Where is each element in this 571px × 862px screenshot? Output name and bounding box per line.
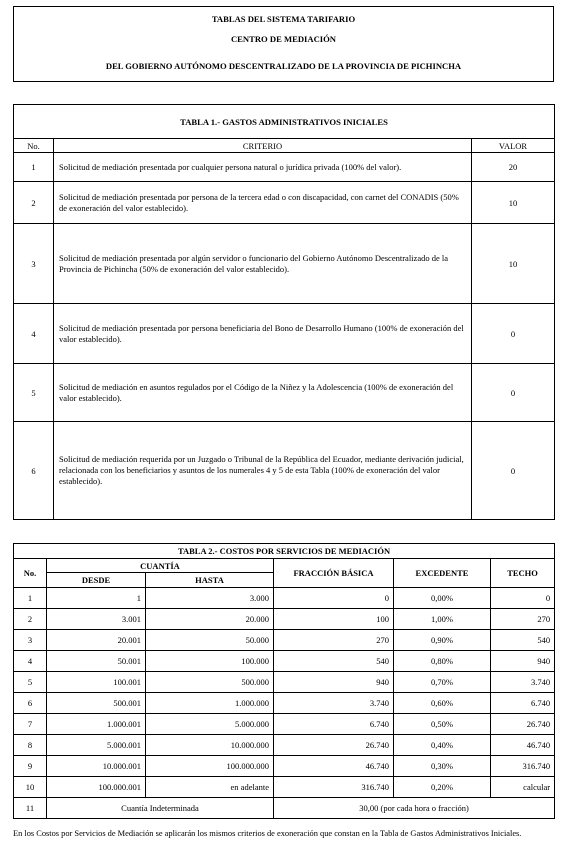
table-row (14, 777, 555, 798)
row-cuantia-indeterminada: Cuantía Indeterminada (47, 798, 274, 819)
row-techo: 540 (491, 630, 555, 651)
row-valor: 20 (472, 153, 555, 182)
row-excedente: 0,60% (394, 693, 491, 714)
table2-header-fraccion: FRACCIÓN BÁSICA (274, 559, 394, 588)
row-desde: 3.001 (47, 609, 146, 630)
row-number: 4 (14, 651, 47, 672)
row-hasta: 100.000 (146, 651, 274, 672)
row-fraccion: 26.740 (274, 735, 394, 756)
row-hasta: 5.000.000 (146, 714, 274, 735)
table-row (14, 182, 555, 224)
table-row (14, 693, 555, 714)
row-fraccion: 6.740 (274, 714, 394, 735)
table1-header-criterio: CRITERIO (54, 139, 472, 153)
row-desde: 100.000.001 (47, 777, 146, 798)
table2-header-cuantia: CUANTÍA (47, 559, 274, 573)
row-excedente: 0,30% (394, 756, 491, 777)
row-number: 10 (14, 777, 47, 798)
row-fraccion: 940 (274, 672, 394, 693)
row-number: 1 (14, 588, 47, 609)
row-number: 2 (14, 182, 54, 224)
row-excedente: 0,50% (394, 714, 491, 735)
row-valor: 10 (472, 182, 555, 224)
table2-header-no: No. (14, 559, 47, 588)
table-row (14, 153, 555, 182)
row-number: 5 (14, 364, 54, 422)
table-row (14, 672, 555, 693)
row-valor: 0 (472, 422, 555, 520)
row-excedente: 0,80% (394, 651, 491, 672)
row-hasta: 500.000 (146, 672, 274, 693)
table1-header-no: No. (14, 139, 54, 153)
header-line-3: DEL GOBIERNO AUTÓNOMO DESCENTRALIZADO DE LA PROVINCIA DE PICHINCHA (105, 61, 462, 71)
row-hasta: 50.000 (146, 630, 274, 651)
table-row (14, 364, 555, 422)
row-desde: 50.001 (47, 651, 146, 672)
table-row (14, 422, 555, 520)
row-hasta: 3.000 (146, 588, 274, 609)
row-fraccion: 3.740 (274, 693, 394, 714)
row-fraccion: 270 (274, 630, 394, 651)
row-excedente: 0,40% (394, 735, 491, 756)
table-row (14, 651, 555, 672)
row-desde: 1 (47, 588, 146, 609)
row-fraccion: 540 (274, 651, 394, 672)
row-techo: 46.740 (491, 735, 555, 756)
row-hasta: en adelante (146, 777, 274, 798)
row-valor: 10 (472, 224, 555, 304)
row-hasta: 10.000.000 (146, 735, 274, 756)
row-fraccion: 316.740 (274, 777, 394, 798)
footnote: En los Costos por Servicios de Mediación se aplicarán los mismos criterios de exoneración que constan en la Tabla de Gastos Administrativos Iniciales. (13, 829, 522, 838)
row-techo: 270 (491, 609, 555, 630)
row-fraccion: 0 (274, 588, 394, 609)
row-excedente: 0,70% (394, 672, 491, 693)
table-row (14, 714, 555, 735)
table2-header-techo: TECHO (491, 559, 555, 588)
row-desde: 10.000.001 (47, 756, 146, 777)
table-row (14, 735, 555, 756)
row-hasta: 1.000.000 (146, 693, 274, 714)
row-hasta: 100.000.000 (146, 756, 274, 777)
table-row (14, 630, 555, 651)
row-cuantia-indeterminada-value: 30,00 (por cada hora o fracción) (274, 798, 555, 819)
row-fraccion: 46.740 (274, 756, 394, 777)
row-techo: 6.740 (491, 693, 555, 714)
table-row (14, 588, 555, 609)
table-row (14, 798, 555, 819)
row-number: 5 (14, 672, 47, 693)
row-number: 8 (14, 735, 47, 756)
header-line-1: TABLAS DEL SISTEMA TARIFARIO (211, 14, 356, 24)
row-fraccion: 100 (274, 609, 394, 630)
row-criterio: Solicitud de mediación presentada por algún servidor o funcionario del Gobierno Autónomo Descentralizado de la Provincia de Pichincha (50% de exoneración del valor establecido). (54, 224, 472, 304)
row-desde: 100.001 (47, 672, 146, 693)
table-gastos-administrativos (13, 104, 555, 520)
row-techo: 316.740 (491, 756, 555, 777)
table-costos-mediacion (13, 543, 555, 819)
row-excedente: 0,20% (394, 777, 491, 798)
row-desde: 1.000.001 (47, 714, 146, 735)
row-techo: calcular (491, 777, 555, 798)
row-desde: 20.001 (47, 630, 146, 651)
row-number: 3 (14, 630, 47, 651)
row-criterio: Solicitud de mediación en asuntos regulados por el Código de la Niñez y la Adolescencia (100% de exoneración del valor establecido). (54, 364, 472, 422)
table1-title: TABLA 1.- GASTOS ADMINISTRATIVOS INICIALES (14, 105, 555, 139)
row-desde: 500.001 (47, 693, 146, 714)
table2-title: TABLA 2.- COSTOS POR SERVICIOS DE MEDIACIÓN (14, 544, 555, 559)
row-valor: 0 (472, 304, 555, 364)
table1-header-valor: VALOR (472, 139, 555, 153)
row-criterio: Solicitud de mediación presentada por cualquier persona natural o jurídica privada (100% del valor). (54, 153, 472, 182)
table2-header-excedente: EXCEDENTE (394, 559, 491, 588)
table-row (14, 224, 555, 304)
row-techo: 940 (491, 651, 555, 672)
table2-header-hasta: HASTA (146, 573, 274, 588)
table-row (14, 756, 555, 777)
table2-header-desde: DESDE (47, 573, 146, 588)
row-number: 9 (14, 756, 47, 777)
row-valor: 0 (472, 364, 555, 422)
row-techo: 26.740 (491, 714, 555, 735)
row-excedente: 0,00% (394, 588, 491, 609)
row-number: 3 (14, 224, 54, 304)
row-excedente: 1,00% (394, 609, 491, 630)
row-hasta: 20.000 (146, 609, 274, 630)
row-number: 4 (14, 304, 54, 364)
row-number: 2 (14, 609, 47, 630)
row-desde: 5.000.001 (47, 735, 146, 756)
row-number: 6 (14, 693, 47, 714)
table-row (14, 609, 555, 630)
row-number: 1 (14, 153, 54, 182)
row-techo: 3.740 (491, 672, 555, 693)
row-criterio: Solicitud de mediación presentada por persona beneficiaria del Bono de Desarrollo Humano (100% de exoneración del valor establecido). (54, 304, 472, 364)
row-number: 6 (14, 422, 54, 520)
table-row (14, 304, 555, 364)
row-techo: 0 (491, 588, 555, 609)
row-excedente: 0,90% (394, 630, 491, 651)
row-number: 11 (14, 798, 47, 819)
row-criterio: Solicitud de mediación requerida por un Juzgado o Tribunal de la República del Ecuador, mediante derivación judicial, relacionada con los beneficiarios y asuntos de los numerales 4 y 5 de esta Tabla (100% de exoneración del valor establecido). (54, 422, 472, 520)
row-criterio: Solicitud de mediación presentada por persona de la tercera edad o con discapacidad, con carnet del CONADIS (50% de exoneración del valor establecido). (54, 182, 472, 224)
document-header (13, 6, 554, 82)
header-line-2: CENTRO DE MEDIACIÓN (230, 34, 337, 44)
row-number: 7 (14, 714, 47, 735)
